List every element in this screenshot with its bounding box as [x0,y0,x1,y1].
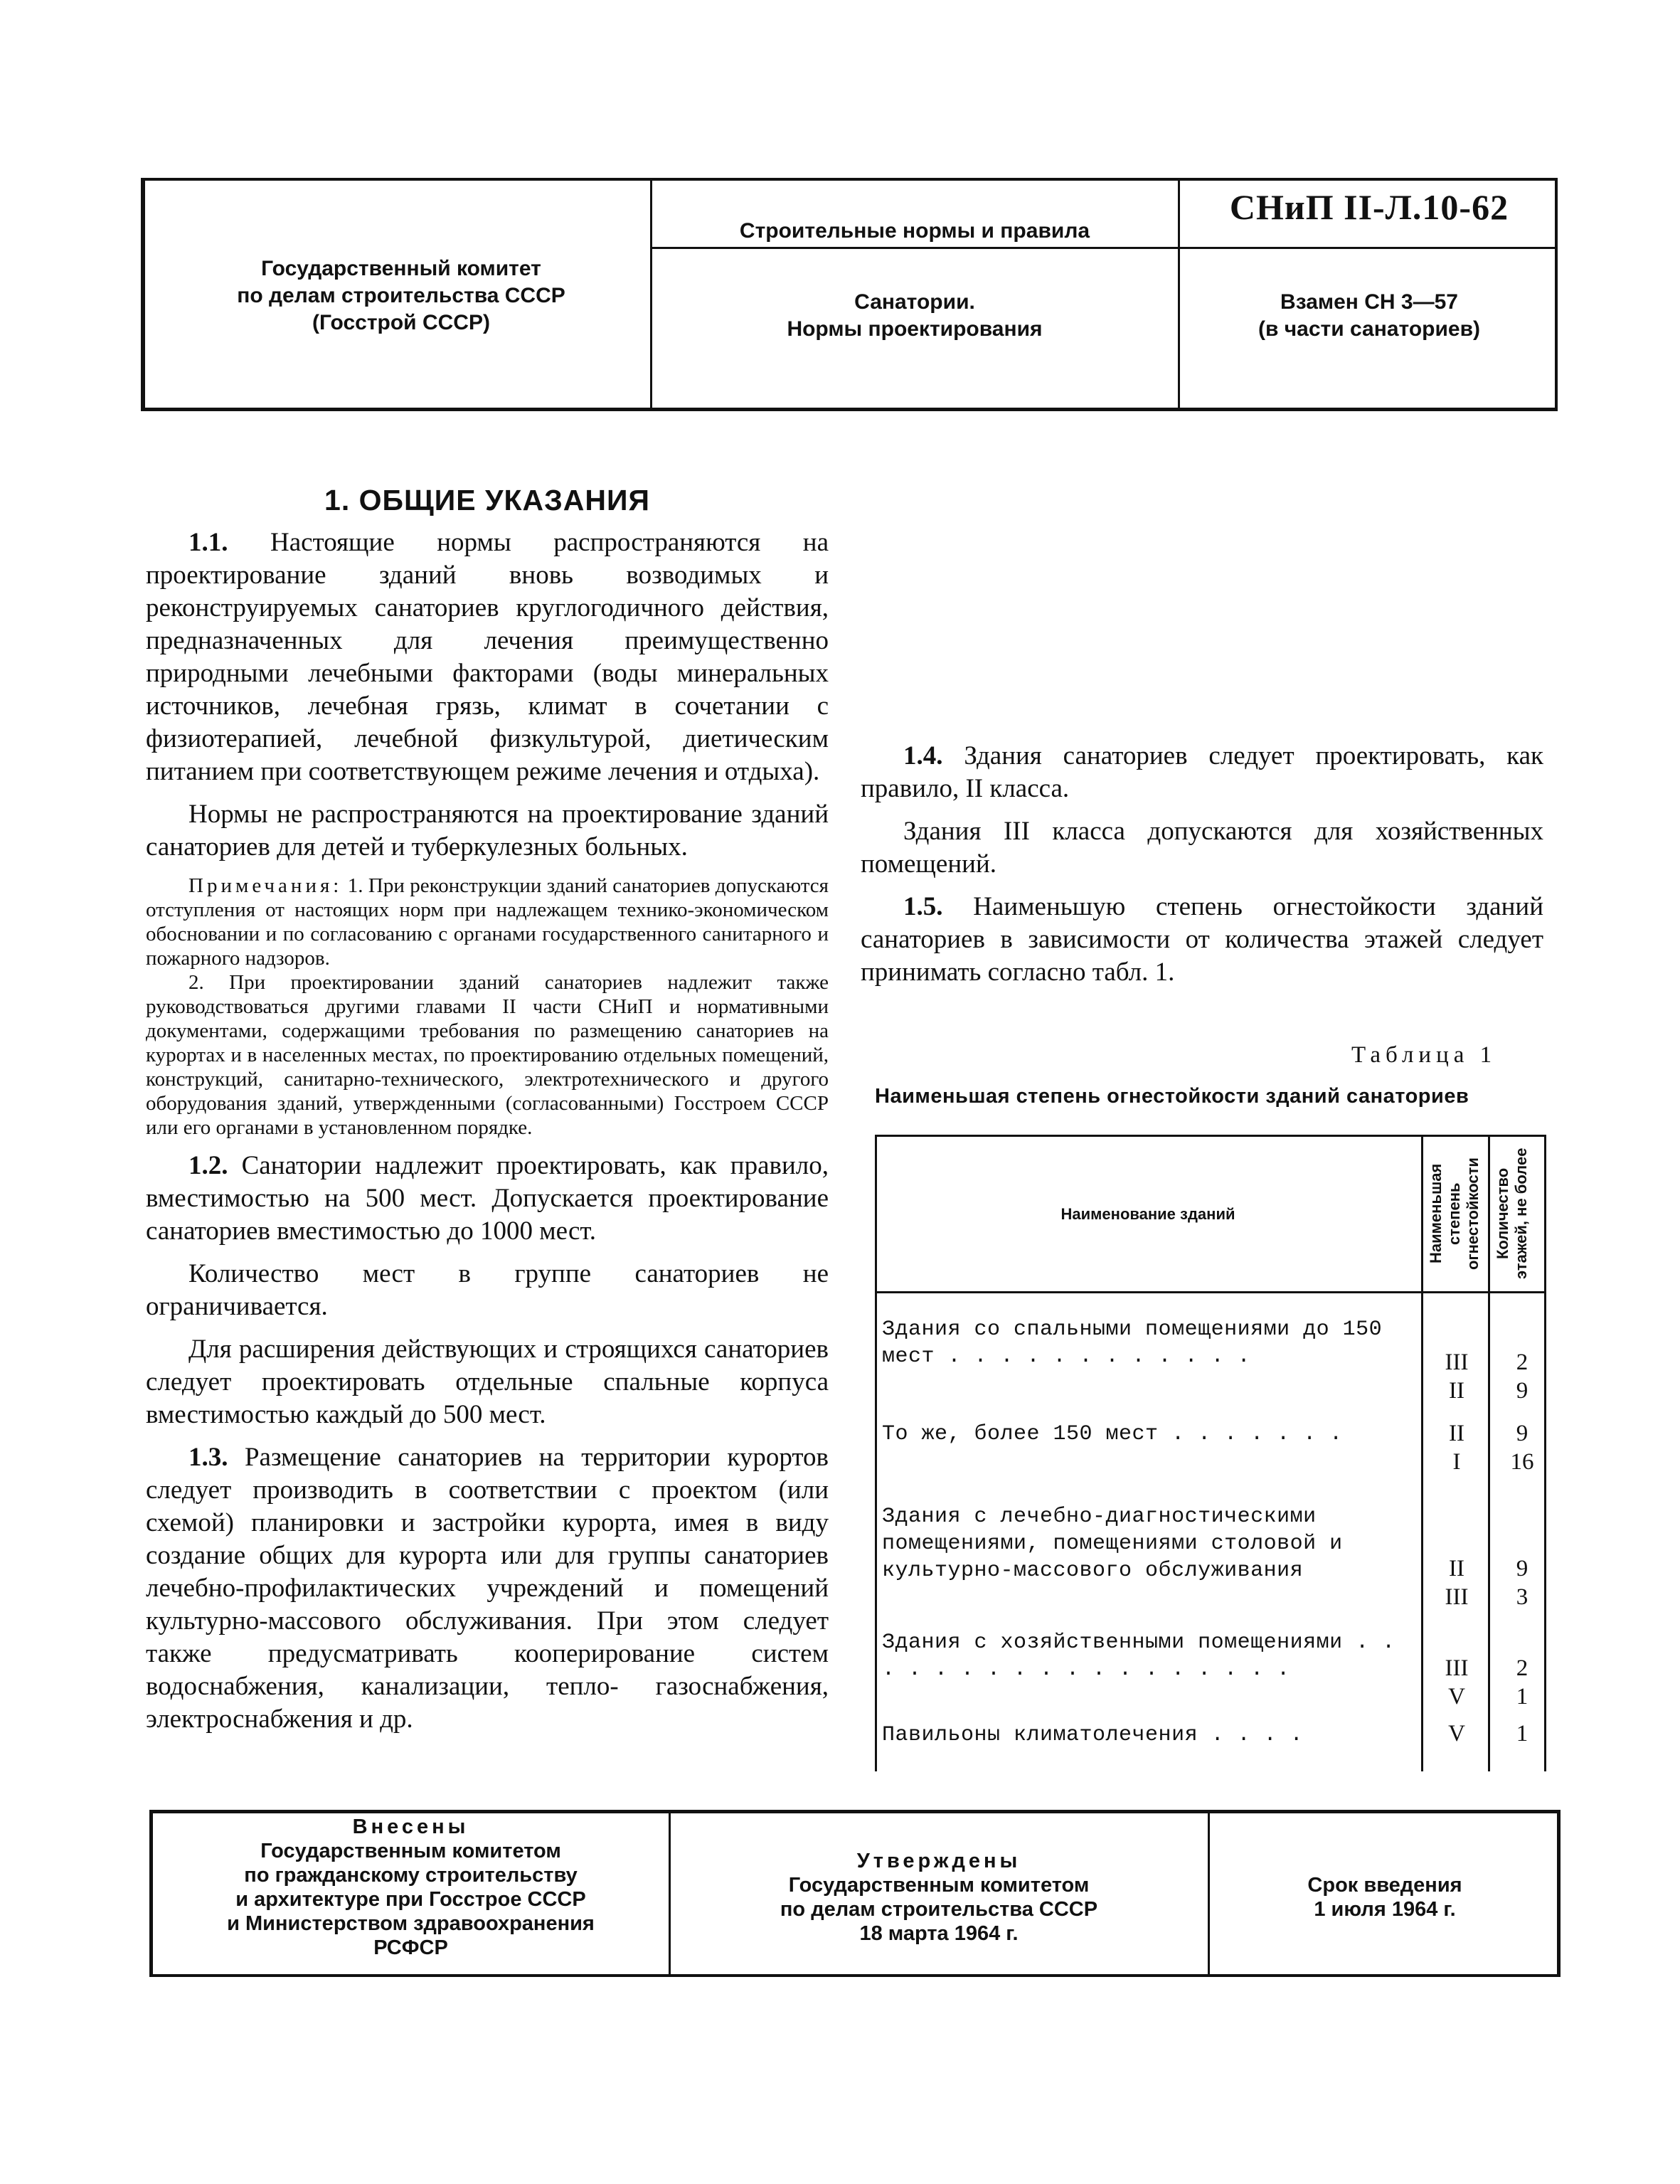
paragraph-1-2: 1.2. Санатории надлежит проектировать, как правило, вместимостью на 500 мест. Допускается проектирование санаториев вместимостью до 1000 мест. [146,1151,829,1246]
fire-resistance-table [875,1135,1546,1771]
column-header-floors: Количество этажей, не более [1494,1147,1530,1280]
note-1: Примечания: 1. При реконструкции зданий санаториев допускаются отступления от настоящих норм при надлежащем технико-экономическом обосновании и по согласованию с органами государственного санитарного и пожарного надзоров. [146,874,829,970]
paragraph-1-1: 1.1. Настоящие нормы распространяются на проектирование зданий вновь возводимых и реконструируемых санаториев круглогодичного действия, предназначенных для лечения преимущественно природными лечебными факторами (воды минеральных источников, лечебная грязь, климат в сочетании с физиотерапией, лечебной физкультурой, диетическим питанием при соответствующем режиме лечения и отдыха). [146,528,829,786]
replaces-note: Взамен СН 3—57 (в части санаториев) [1258,290,1481,341]
table-cell-floors: 2 1 [1516,1655,1529,1709]
table-caption: Таблица 1 [1351,1042,1497,1068]
column-header-grade: Наименьшая степень огнестойкости [1427,1157,1482,1270]
table-title: Наименьшая степень огнестойкости зданий санаториев [875,1085,1469,1108]
table-border [875,1291,1546,1293]
table-row-name: Павильоны климатолечения . . . . [882,1723,1304,1747]
document-header [141,178,1558,411]
agency-name: Государственный комитет по делам строительства СССР (Госстрой СССР) [237,257,565,334]
table-cell-floors: 1 [1516,1721,1529,1746]
table-border [875,1135,877,1771]
paragraph-1-4: 1.4. Здания санаториев следует проектировать, как правило, II класса. [861,741,1543,803]
note-2: 2. При проектировании зданий санаториев надлежит также руководствоваться другими главами II части СНиП и нормативными документами, содержащими требования по размещению санаториев на курортах и в населенных местах, по проектированию отдельных помещений, конструкций, санитарно-технического, электротехнического и другого оборудования зданий, утвержденными (согласованными) Госстроем СССР или его органами в установленном порядке. [146,971,829,1139]
table-cell-grade: V [1448,1721,1465,1746]
table-cell-grade: III V [1445,1655,1469,1709]
table-row-name: Здания с лечебно-диагностическими помещениями, помещениями столовой и культурно-массового обслуживания [882,1505,1343,1583]
table-cell-floors: 9 3 [1516,1556,1529,1610]
section-title: 1. ОБЩИЕ УКАЗАНИЯ [324,484,650,516]
table-cell-grade: II III [1445,1556,1469,1610]
table-row-name: То же, более 150 мест . . . . . . . [882,1422,1343,1446]
paragraph-1-5: 1.5. Наименьшую степень огнестойкости зданий санаториев в зависимости от количества этажей следует принимать согласно табл. 1. [861,892,1544,987]
column-header-name: Наименование зданий [1060,1205,1235,1223]
right-column [861,740,1543,989]
norms-title: Строительные нормы и правила [739,219,1090,243]
paragraph-1-2c: Для расширения действующих и строящихся санаториев следует проектировать отдельные спальные корпуса вместимостью каждый до 500 мест. [146,1335,829,1429]
footer-divider [669,1813,671,1974]
left-column [146,484,829,1736]
header-divider [650,181,652,408]
table-border [875,1135,1546,1137]
table-cell-floors: 9 16 [1510,1421,1534,1475]
document-code: СНиП II-Л.10-62 [1229,187,1509,227]
approved-by: Утверждены Государственным комитетом по делам строительства СССР 18 марта 1964 г. [780,1850,1098,1945]
table-cell-grade: III II [1445,1350,1469,1404]
table-row-name: Здания со спальными помещениями до 150 мест . . . . . . . . . . . . [882,1318,1383,1369]
paragraph-1-1b: Нормы не распространяются на проектирование зданий санаториев для детей и туберкулезных больных. [146,800,829,862]
table-border [1421,1135,1423,1771]
table-row-name: Здания с хозяйственными помещениями . . . . . . . . . . . . . . . . . . [882,1631,1395,1682]
paragraph-1-4b: Здания III класса допускаются для хозяйственных помещений. [861,817,1543,879]
table-cell-floors: 2 9 [1516,1350,1529,1404]
table-border [1544,1135,1546,1771]
effective-date: Срок введения 1 июля 1964 г. [1307,1874,1462,1921]
header-rule [1180,247,1557,249]
document-footer [149,1810,1561,1977]
footer-divider [1208,1813,1210,1974]
submitted-by: Внесены Государственным комитетом по гражданскому строительству и архитектуре при Госстрое СССР и Министерством здравоохранения РСФСР [227,1815,595,1959]
table-cell-grade: II I [1449,1421,1464,1475]
paragraph-1-2b: Количество мест в группе санаториев не ограничивается. [146,1259,829,1321]
table-border [1488,1135,1490,1771]
document-title: Санатории. Нормы проектирования [787,290,1043,341]
paragraph-1-3: 1.3. Размещение санаториев на территории курортов следует производить в соответствии с проектом (или схемой) планировки и застройки курорта, имея в виду создание общих для курорта или для группы санаториев лечебно-профилактических учреждений и помещений культурно-массового обслуживания. При этом следует также предусматривать кооперирование систем водоснабжения, канализации, тепло- газоснабжения, электроснабжения и др. [146,1443,829,1734]
header-divider [1178,181,1180,408]
header-rule [652,247,1178,249]
